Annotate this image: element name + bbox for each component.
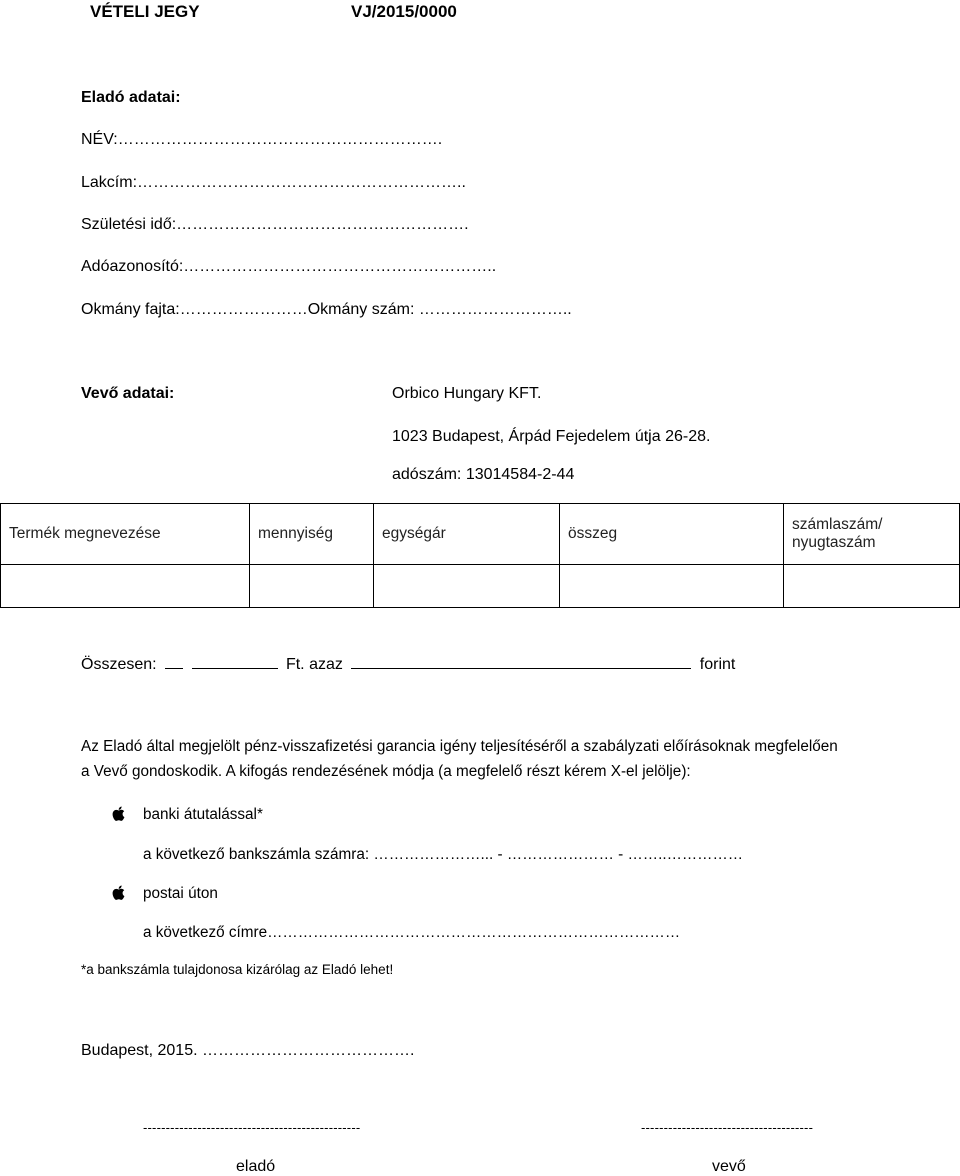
total-words-blank[interactable] [351, 654, 691, 669]
table-cell[interactable] [560, 565, 784, 608]
table-cell[interactable] [1, 565, 250, 608]
seller-heading: Eladó adatai: [81, 89, 181, 106]
seller-taxid-field: Adóazonosító:………………………………………………….. [81, 258, 497, 275]
bank-account-field: a következő bankszámla számra: …………………... - ………………… - ……..…………… [143, 846, 744, 863]
column-header-product: Termék megnevezése [1, 504, 250, 565]
seller-address-field: Lakcím:…………………………………………………….. [81, 174, 466, 191]
column-header-quantity: mennyiség [250, 504, 374, 565]
seller-birth-field: Születési idő:………………………………………………. [81, 216, 469, 233]
column-header-invoice-number: számlaszám/ nyugtaszám [784, 504, 960, 565]
total-blank-short[interactable] [165, 654, 183, 669]
buyer-taxid: adószám: 13014584-2-44 [392, 466, 575, 483]
document-number: VJ/2015/0000 [351, 2, 457, 21]
seller-signature-line: ------------------------------------------------ [143, 1120, 361, 1135]
table-cell[interactable] [374, 565, 560, 608]
place-date: Budapest, 2015. …………………………………. [81, 1042, 415, 1059]
buyer-signature-line: -------------------------------------- [641, 1120, 814, 1135]
option-transfer-label: banki átutalással* [143, 806, 263, 823]
total-line [81, 654, 735, 674]
column-header-unit-price: egységár [374, 504, 560, 565]
table-row [1, 565, 960, 608]
total-label: Összesen: [81, 656, 157, 673]
buyer-heading: Vevő adatai: [81, 385, 175, 402]
total-suffix: forint [699, 656, 736, 673]
seller-document-field: Okmány fajta:……………………Okmány szám: ……………………….. [81, 301, 572, 318]
account-owner-note: *a bankszámla tulajdonosa kizárólag az Eladó lehet! [81, 962, 394, 977]
column-header-amount: összeg [560, 504, 784, 565]
buyer-signature-label: vevő [712, 1158, 746, 1175]
postal-address-field: a következő címre……………………………………………………………………… [143, 924, 681, 941]
buyer-company: Orbico Hungary KFT. [392, 385, 542, 402]
seller-signature-label: eladó [236, 1158, 276, 1175]
option-post-label: postai úton [143, 885, 218, 902]
buyer-address: 1023 Budapest, Árpád Fejedelem útja 26-28. [392, 428, 711, 445]
guarantee-text-line1: Az Eladó által megjelölt pénz-visszafizetési garancia igény teljesítéséről a szabályzati előírásoknak megfelelően [81, 738, 838, 755]
table-cell[interactable] [250, 565, 374, 608]
total-currency: Ft. azaz [285, 656, 343, 673]
seller-name-field: NÉV:……………………………………………………. [81, 131, 443, 148]
items-table [0, 503, 960, 608]
apple-icon[interactable] [112, 885, 126, 899]
table-cell[interactable] [784, 565, 960, 608]
guarantee-text-line2: a Vevő gondoskodik. A kifogás rendezésének módja (a megfelelő részt kérem X-el jelölje): [81, 763, 691, 780]
table-header-row [1, 504, 960, 565]
total-amount-blank[interactable] [192, 654, 278, 669]
document-title: VÉTELI JEGY [90, 2, 200, 21]
apple-icon[interactable] [112, 806, 126, 820]
